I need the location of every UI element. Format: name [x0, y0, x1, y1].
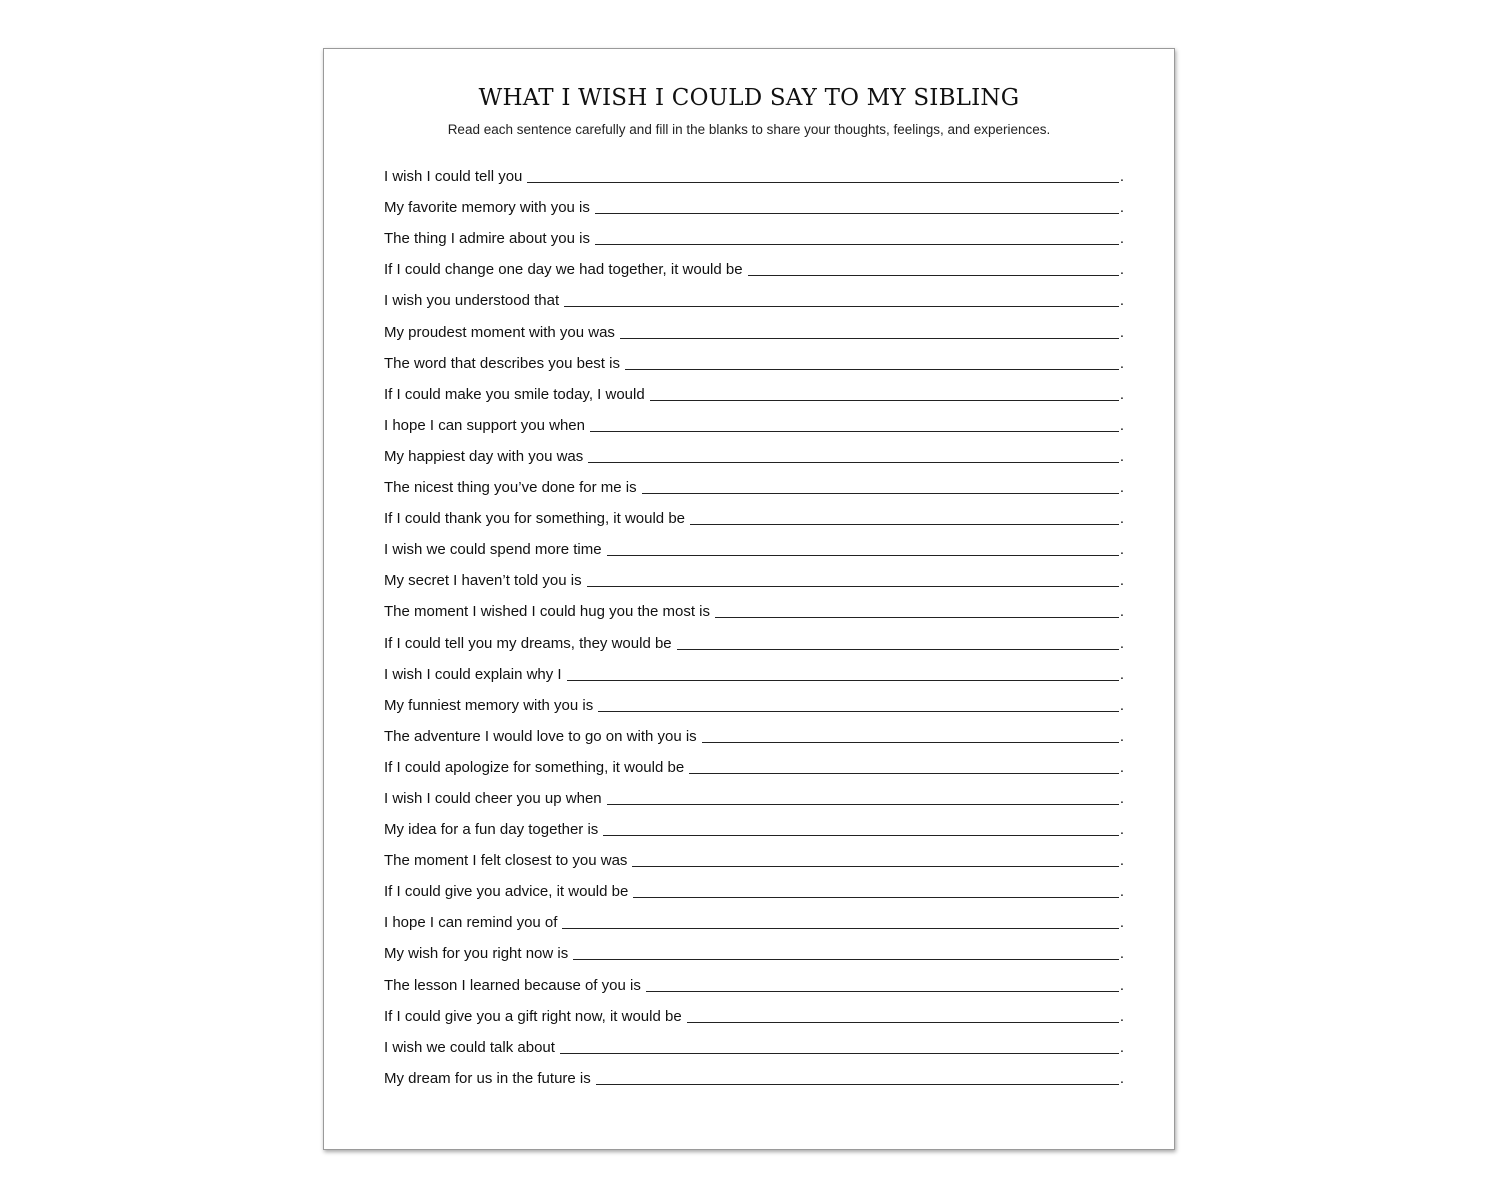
prompt-text: The adventure I would love to go on with you is — [384, 727, 697, 745]
fill-in-blank-line[interactable] — [620, 324, 1119, 339]
prompt-text: My favorite memory with you is — [384, 199, 590, 217]
fill-in-blank-line[interactable] — [573, 945, 1119, 960]
prompt-text: I wish I could tell you — [384, 168, 523, 186]
prompt-row — [384, 217, 1124, 248]
prompt-period: . — [1119, 447, 1124, 465]
prompt-text: If I could change one day we had together, it would be — [384, 261, 743, 279]
prompt-text: My dream for us in the future is — [384, 1069, 591, 1087]
prompt-period: . — [1119, 758, 1124, 776]
prompt-period: . — [1119, 883, 1124, 901]
fill-in-blank-line[interactable] — [587, 572, 1119, 587]
prompt-text: My happiest day with you was — [384, 447, 584, 465]
fill-in-blank-line[interactable] — [607, 541, 1119, 556]
prompt-text: I wish we could talk about — [384, 1038, 555, 1056]
prompt-text: The thing I admire about you is — [384, 230, 590, 248]
fill-in-blank-line[interactable] — [650, 386, 1119, 401]
prompt-period: . — [1119, 541, 1124, 559]
prompt-period: . — [1119, 572, 1124, 590]
prompt-row — [384, 808, 1124, 839]
prompt-period: . — [1119, 230, 1124, 248]
prompt-row — [384, 248, 1124, 279]
fill-in-blank-line[interactable] — [595, 230, 1119, 245]
prompt-period: . — [1119, 976, 1124, 994]
prompt-period: . — [1119, 696, 1124, 714]
prompt-row — [384, 590, 1124, 621]
prompt-text: If I could tell you my dreams, they would be — [384, 634, 672, 652]
fill-in-blank-line[interactable] — [689, 759, 1119, 774]
prompt-period: . — [1119, 292, 1124, 310]
prompt-text: My wish for you right now is — [384, 945, 569, 963]
fill-in-blank-line[interactable] — [687, 1008, 1119, 1023]
prompt-row — [384, 653, 1124, 684]
prompt-row — [384, 839, 1124, 870]
fill-in-blank-line[interactable] — [560, 1039, 1119, 1054]
prompt-period: . — [1119, 603, 1124, 621]
prompt-period: . — [1119, 168, 1124, 186]
prompt-period: . — [1119, 914, 1124, 932]
prompt-period: . — [1119, 510, 1124, 528]
prompt-row — [384, 901, 1124, 932]
prompt-period: . — [1119, 416, 1124, 434]
prompt-text: If I could thank you for something, it would be — [384, 510, 686, 528]
fill-in-blank-line[interactable] — [527, 168, 1118, 183]
prompt-period: . — [1119, 852, 1124, 870]
prompt-period: . — [1119, 1069, 1124, 1087]
prompt-period: . — [1119, 479, 1124, 497]
prompt-period: . — [1119, 385, 1124, 403]
prompt-row — [384, 279, 1124, 310]
prompt-list — [384, 155, 1124, 1088]
fill-in-blank-line[interactable] — [567, 666, 1119, 681]
prompt-row — [384, 932, 1124, 963]
fill-in-blank-line[interactable] — [588, 448, 1119, 463]
prompt-text: If I could give you advice, it would be — [384, 883, 629, 901]
prompt-row — [384, 777, 1124, 808]
prompt-row — [384, 466, 1124, 497]
prompt-row — [384, 746, 1124, 777]
fill-in-blank-line[interactable] — [632, 852, 1118, 867]
prompt-row — [384, 342, 1124, 373]
prompt-row — [384, 1057, 1124, 1088]
fill-in-blank-line[interactable] — [633, 883, 1119, 898]
fill-in-blank-line[interactable] — [690, 510, 1119, 525]
fill-in-blank-line[interactable] — [715, 603, 1119, 618]
fill-in-blank-line[interactable] — [642, 479, 1119, 494]
prompt-text: The nicest thing you’ve done for me is — [384, 479, 637, 497]
prompt-text: If I could give you a gift right now, it would be — [384, 1007, 682, 1025]
prompt-text: If I could make you smile today, I would — [384, 385, 645, 403]
prompt-period: . — [1119, 945, 1124, 963]
fill-in-blank-line[interactable] — [562, 914, 1118, 929]
prompt-text: The moment I wished I could hug you the most is — [384, 603, 710, 621]
fill-in-blank-line[interactable] — [596, 1070, 1119, 1085]
fill-in-blank-line[interactable] — [646, 977, 1119, 992]
prompt-row — [384, 186, 1124, 217]
prompt-period: . — [1119, 354, 1124, 372]
prompt-row — [384, 373, 1124, 404]
prompt-row — [384, 621, 1124, 652]
fill-in-blank-line[interactable] — [598, 697, 1119, 712]
prompt-row — [384, 715, 1124, 746]
prompt-row — [384, 870, 1124, 901]
prompt-text: I hope I can remind you of — [384, 914, 558, 932]
prompt-period: . — [1119, 821, 1124, 839]
prompt-row — [384, 404, 1124, 435]
prompt-period: . — [1119, 727, 1124, 745]
prompt-period: . — [1119, 665, 1124, 683]
worksheet-title: WHAT I WISH I COULD SAY TO MY SIBLING — [478, 85, 1020, 111]
prompt-text: If I could apologize for something, it would be — [384, 758, 685, 776]
prompt-row — [384, 684, 1124, 715]
prompt-text: I wish you understood that — [384, 292, 560, 310]
prompt-text: I wish I could explain why I — [384, 665, 562, 683]
prompt-row — [384, 963, 1124, 994]
prompt-text: My idea for a fun day together is — [384, 821, 599, 839]
fill-in-blank-line[interactable] — [748, 261, 1119, 276]
prompt-period: . — [1119, 634, 1124, 652]
prompt-row — [384, 995, 1124, 1026]
fill-in-blank-line[interactable] — [625, 355, 1119, 370]
prompt-text: The word that describes you best is — [384, 354, 620, 372]
worksheet-instructions: Read each sentence carefully and fill in the blanks to share your thoughts, feelings, and experiences. — [447, 122, 1051, 137]
fill-in-blank-line[interactable] — [595, 199, 1119, 214]
prompt-row — [384, 559, 1124, 590]
prompt-row — [384, 497, 1124, 528]
prompt-row — [384, 155, 1124, 186]
prompt-text: My funniest memory with you is — [384, 696, 594, 714]
prompt-text: My secret I haven’t told you is — [384, 572, 582, 590]
fill-in-blank-line[interactable] — [564, 292, 1119, 307]
prompt-text: The moment I felt closest to you was — [384, 852, 628, 870]
prompt-period: . — [1119, 261, 1124, 279]
prompt-text: My proudest moment with you was — [384, 323, 615, 341]
fill-in-blank-line[interactable] — [603, 821, 1119, 836]
prompt-row — [384, 1026, 1124, 1057]
worksheet-page — [323, 48, 1175, 1150]
fill-in-blank-line[interactable] — [702, 728, 1119, 743]
fill-in-blank-line[interactable] — [607, 790, 1119, 805]
prompt-period: . — [1119, 323, 1124, 341]
prompt-row — [384, 528, 1124, 559]
prompt-text: I wish I could cheer you up when — [384, 789, 602, 807]
prompt-period: . — [1119, 199, 1124, 217]
prompt-row — [384, 310, 1124, 341]
prompt-text: The lesson I learned because of you is — [384, 976, 641, 994]
prompt-period: . — [1119, 789, 1124, 807]
prompt-row — [384, 435, 1124, 466]
prompt-text: I wish we could spend more time — [384, 541, 602, 559]
prompt-period: . — [1119, 1038, 1124, 1056]
fill-in-blank-line[interactable] — [590, 417, 1119, 432]
prompt-text: I hope I can support you when — [384, 416, 585, 434]
fill-in-blank-line[interactable] — [677, 635, 1119, 650]
prompt-period: . — [1119, 1007, 1124, 1025]
